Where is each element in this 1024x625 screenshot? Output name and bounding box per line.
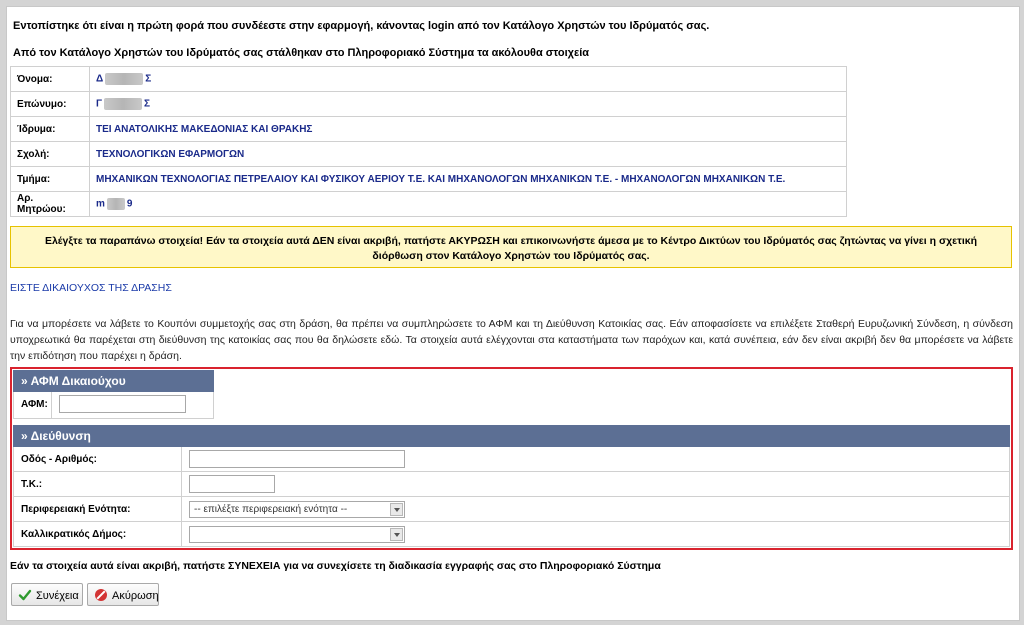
- registry-value: m 9: [90, 192, 847, 217]
- highlight-frame: [10, 367, 1013, 550]
- municipality-select[interactable]: [189, 526, 405, 543]
- school-value: ΤΕΧΝΟΛΟΓΙΚΩΝ ΕΦΑΡΜΟΓΩΝ: [90, 142, 847, 167]
- municipality-row: [13, 522, 1010, 547]
- final-note: Εάν τα στοιχεία αυτά είναι ακριβή, πατήστε ΣΥΝΕΧΕΙΑ για να συνεχίσετε τη διαδικασία εγγραφής σας στο Πληροφοριακό Σύστημα: [10, 560, 661, 572]
- street-row: [13, 447, 1010, 472]
- cancel-icon: [94, 588, 108, 602]
- region-divider: [181, 497, 182, 521]
- intro-text: Εντοπίστηκε ότι είναι η πρώτη φορά που συνδέεστε στην εφαρμογή, κάνοντας login από τον Κατάλογο Χρηστών του Ιδρύματός σας.: [13, 20, 710, 32]
- page-content: [6, 6, 1020, 621]
- redacted-block: [104, 98, 142, 110]
- afm-input[interactable]: [59, 395, 186, 413]
- beneficiary-link[interactable]: ΕΙΣΤΕ ΔΙΚΑΙΟΥΧΟΣ ΤΗΣ ΔΡΑΣΗΣ: [10, 282, 172, 294]
- info-row-department: [11, 167, 847, 192]
- region-select[interactable]: [189, 501, 405, 518]
- street-label: Οδός - Αριθμός:: [21, 454, 98, 465]
- name-label: Όνομα:: [11, 67, 90, 92]
- info-heading: Από τον Κατάλογο Χρηστών του Ιδρύματός σας στάλθηκαν στο Πληροφοριακό Σύστημα τα ακόλουθα στοιχεία: [13, 47, 590, 59]
- region-label: Περιφερειακή Ενότητα:: [21, 504, 131, 515]
- checkmark-icon: [18, 588, 32, 602]
- surname-label: Επώνυμο:: [11, 92, 90, 117]
- info-row-surname: [11, 92, 847, 117]
- afm-divider: [51, 392, 52, 418]
- name-value: Δ Σ: [90, 67, 847, 92]
- street-divider: [181, 447, 182, 471]
- surname-value: Γ Σ: [90, 92, 847, 117]
- department-label: Τμήμα:: [11, 167, 90, 192]
- info-row-name: [11, 67, 847, 92]
- redacted-block: [105, 73, 143, 85]
- school-label: Σχολή:: [11, 142, 90, 167]
- chevron-down-icon[interactable]: [390, 528, 403, 541]
- zip-input[interactable]: [189, 475, 275, 493]
- zip-label: Τ.Κ.:: [21, 479, 43, 490]
- street-input[interactable]: [189, 450, 405, 468]
- address-section-header: » Διεύθυνση: [13, 425, 1010, 447]
- chevron-down-icon[interactable]: [390, 503, 403, 516]
- info-row-institution: [11, 117, 847, 142]
- zip-row: [13, 472, 1010, 497]
- cancel-button-label: Ακύρωση: [112, 590, 159, 602]
- cancel-button[interactable]: [87, 583, 159, 606]
- info-row-school: [11, 142, 847, 167]
- zip-divider: [181, 472, 182, 496]
- region-selected-value: -- επιλέξτε περιφερειακή ενότητα --: [194, 504, 348, 515]
- region-row: [13, 497, 1010, 522]
- institution-label: Ίδρυμα:: [11, 117, 90, 142]
- warning-line-1: Ελέγξτε τα παραπάνω στοιχεία! Εάν τα στοιχεία αυτά ΔΕΝ είναι ακριβή, πατήστε ΑΚΥΡΩΣΗ και επικοινωνήστε άμεσα με το Κέντρο Δικτύων του Ιδρύματός σας ζητώντας να γίνει η σχετική: [44, 235, 978, 247]
- warning-line-2: διόρθωση στον Κατάλογο Χρηστών του Ιδρύματός σας.: [372, 250, 650, 262]
- afm-row: [13, 392, 214, 419]
- institution-value: ΤΕΙ ΑΝΑΤΟΛΙΚΗΣ ΜΑΚΕΔΟΝΙΑΣ ΚΑΙ ΘΡΑΚΗΣ: [90, 117, 847, 142]
- description-text: Για να μπορέσετε να λάβετε το Κουπόνι συμμετοχής σας στη δράση, θα πρέπει να συμπληρώσετε το ΑΦΜ και τη Διεύθυνση Κατοικίας σας. Εάν αποφασίσετε να επιλέξετε Σταθερή Ευρυζωνική Σύνδεση, η σύνδεση υποχρεωτικά θα παρέχεται στη διεύθυνση της κατοικίας σας που θα δηλώσετε εδώ. Τα στοιχεία αυτά ελέγχονται στα καταστήματα των παρόχων και, κατά συνέπεια, εάν δεν είναι ακριβή δεν θα μπορέσετε να λάβετε την επιδότηση που παρέχει η δράση.: [10, 318, 1013, 362]
- department-value: ΜΗΧΑΝΙΚΩΝ ΤΕΧΝΟΛΟΓΙΑΣ ΠΕΤΡΕΛΑΙΟΥ ΚΑΙ ΦΥΣΙΚΟΥ ΑΕΡΙΟΥ Τ.Ε. ΚΑΙ ΜΗΧΑΝΟΛΟΓΩΝ ΜΗΧΑΝΙΚΩΝ Τ.Ε. - ΜΗΧΑΝΟΛΟΓΩΝ ΜΗΧΑΝΙΚΩΝ Τ.Ε.: [90, 167, 847, 192]
- municipality-divider: [181, 522, 182, 546]
- registry-label: Αρ. Μητρώου:: [11, 192, 90, 217]
- afm-section-header: » ΑΦΜ Δικαιούχου: [13, 370, 214, 392]
- municipality-label: Καλλικρατικός Δήμος:: [21, 529, 127, 540]
- warning-box: [10, 226, 1012, 268]
- user-info-table: [10, 66, 847, 217]
- continue-button-label: Συνέχεια: [36, 590, 79, 602]
- continue-button[interactable]: [11, 583, 83, 606]
- redacted-block: [107, 198, 125, 210]
- info-row-registry: [11, 192, 847, 217]
- afm-label: ΑΦΜ:: [21, 399, 48, 410]
